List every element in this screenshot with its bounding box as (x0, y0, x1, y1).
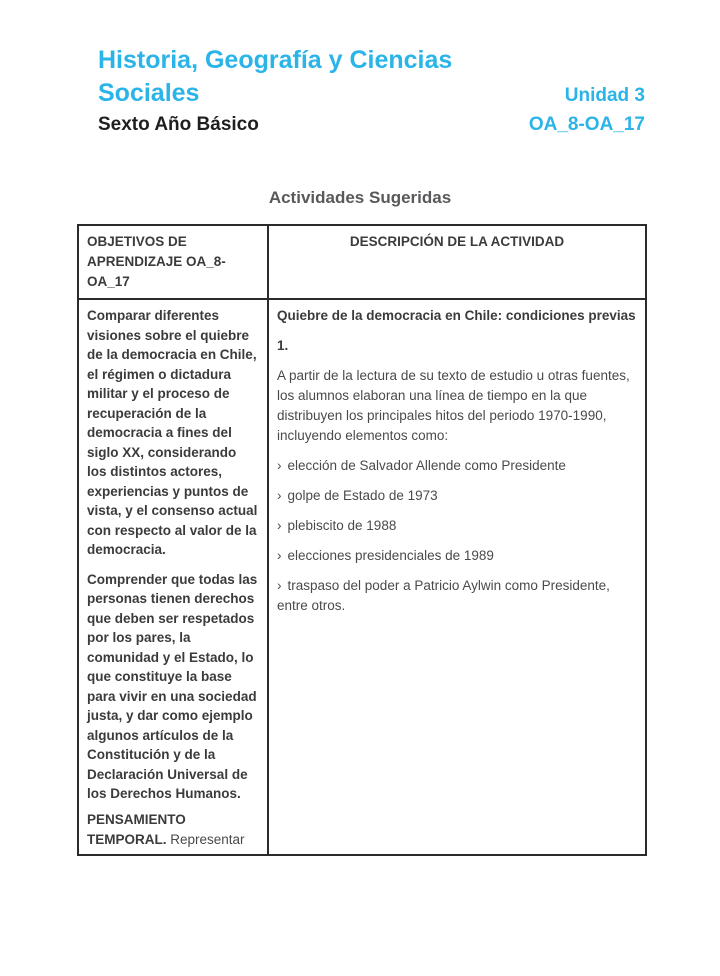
objectives-column-header: OBJETIVOS DE APRENDIZAJE OA_8-OA_17 (78, 225, 268, 299)
activity-intro: A partir de la lectura de su texto de estudio u otras fuentes, los alumnos elaboran una línea de tiempo en la que distribuyen los principales hitos del periodo 1970-1990, incluyendo elementos como: (277, 368, 630, 443)
bullet-marker: › (277, 578, 282, 593)
document-header (98, 44, 645, 139)
section-title: Actividades Sugeridas (268, 188, 452, 207)
objectives-footer-regular: Representar (170, 831, 245, 847)
unit-label: Unidad 3 (564, 85, 645, 106)
table-content-row (78, 299, 646, 855)
table-header-row (78, 225, 646, 299)
bullet-marker: › (277, 518, 282, 533)
header-right (529, 81, 645, 139)
list-item (277, 546, 637, 566)
objectives-footer-bold: PENSAMIENTO TEMPORAL. (87, 812, 186, 847)
header-left (98, 44, 529, 139)
bullet-marker: › (277, 458, 282, 473)
description-column-header: DESCRIPCIÓN DE LA ACTIVIDAD (268, 225, 646, 299)
list-item-text: golpe de Estado de 1973 (287, 488, 438, 503)
list-item (277, 486, 637, 506)
list-item-text: traspaso del poder a Patricio Aylwin como Presidente, entre otros. (277, 578, 610, 613)
grade-level: Sexto Año Básico (98, 114, 259, 135)
activity-heading: Quiebre de la democracia en Chile: condiciones previas (277, 308, 636, 323)
objectives-footer (87, 810, 259, 849)
list-item-text: elecciones presidenciales de 1989 (287, 548, 494, 563)
list-item-text: elección de Salvador Allende como Presidente (287, 458, 566, 473)
list-item (277, 516, 637, 536)
list-item (277, 576, 637, 616)
objectives-cell-content (79, 300, 267, 852)
bullet-marker: › (277, 548, 282, 563)
oa-range-label: OA_8-OA_17 (528, 114, 645, 135)
document-page (0, 44, 720, 976)
objectives-cell (78, 299, 268, 855)
activities-table (77, 224, 647, 856)
activity-cell-content (269, 300, 645, 852)
bullet-marker: › (277, 488, 282, 503)
objective-paragraph: Comparar diferentes visiones sobre el quiebre de la democracia en Chile, el régimen o dictadura militar y el proceso de recuperación de la democracia a fines del siglo XX, considerando los distintos actores, experiencias y puntos de vista, y el consenso actual con respecto al valor de la democracia. (87, 308, 258, 557)
objective-paragraph: Comprender que todas las personas tienen derechos que deben ser respetados por los pares, la comunidad y el Estado, lo que constituye la base para vivir en una sociedad justa, y dar como ejemplo algunos artículos de la Constitución y de la Declaración Universal de los Derechos Humanos. (87, 571, 258, 801)
activity-cell (268, 299, 646, 855)
list-item (277, 456, 637, 476)
activity-number: 1. (277, 338, 289, 353)
course-title: Historia, Geografía y Ciencias Sociales (98, 46, 453, 107)
list-item-text: plebiscito de 1988 (287, 518, 397, 533)
